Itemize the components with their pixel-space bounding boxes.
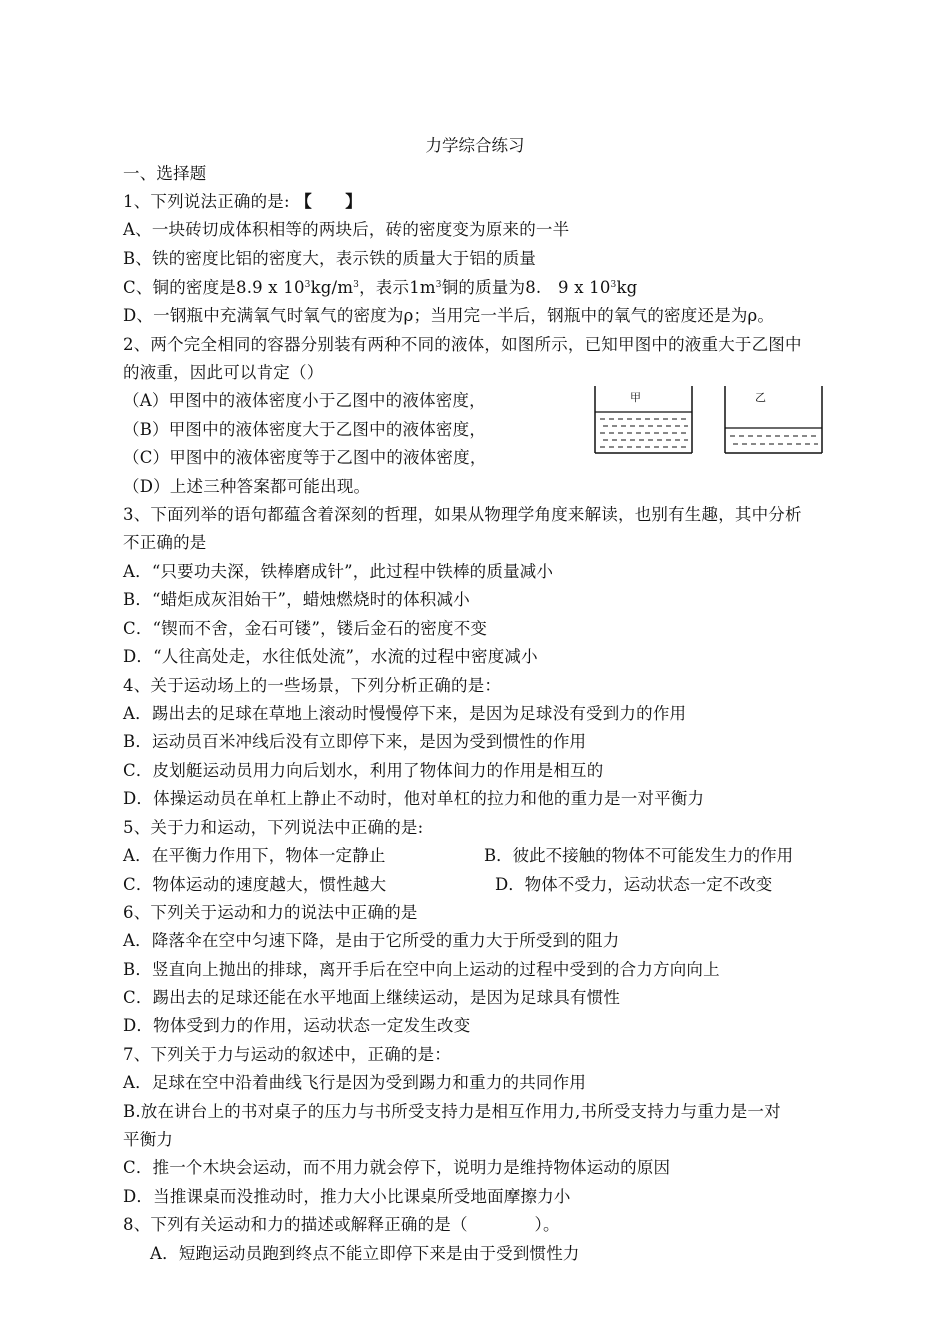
label-jia: 甲 xyxy=(630,391,641,404)
q1-option-b: B、铁的密度比铝的密度大，表示铁的质量大于铝的质量 xyxy=(123,249,537,268)
q1-option-d: D、一钢瓶中充满氧气时氧气的密度为ρ；当用完一半后，钢瓶中的氧气的密度还是为ρ。 xyxy=(123,306,775,325)
q4-option-c: C．皮划艇运动员用力向后划水，利用了物体间力的作用是相互的 xyxy=(123,761,604,780)
q4-option-d: D．体操运动员在单杠上静止不动时，他对单杠的拉力和他的重力是一对平衡力 xyxy=(123,789,705,808)
q4-stem: 4、关于运动场上的一些场景，下列分析正确的是： xyxy=(123,676,502,695)
q7-option-a: A．足球在空中沿着曲线飞行是因为受到踢力和重力的共同作用 xyxy=(123,1073,587,1092)
q4-option-a: A．踢出去的足球在草地上滚动时慢慢停下来，是因为足球没有受到力的作用 xyxy=(123,704,687,723)
section-heading: 一、选择题 xyxy=(123,164,207,183)
q6-stem: 6、下列关于运动和力的说法中正确的是 xyxy=(123,903,418,922)
q2-stem-line1: 2、两个完全相同的容器分别装有两种不同的液体，如图所示，已知甲图中的液重大于乙图中 xyxy=(123,335,802,354)
q5-option-c: C．物体运动的速度越大，惯性越大 xyxy=(123,875,387,894)
q7-stem: 7、下列关于力与运动的叙述中，正确的是： xyxy=(123,1045,451,1064)
q2-option-c: （C）甲图中的液体密度等于乙图中的液体密度， xyxy=(123,448,487,467)
q1-option-a: A、一块砖切成体积相等的两块后，砖的密度变为原来的一半 xyxy=(123,220,570,239)
q2-option-b: （B）甲图中的液体密度大于乙图中的液体密度， xyxy=(123,420,487,439)
q2-option-d: （D）上述三种答案都可能出现。 xyxy=(123,477,371,496)
page-title: 力学综合练习 xyxy=(425,136,525,155)
q7-option-b-line1: B.放在讲台上的书对桌子的压力与书所受支持力是相互作用力,书所受支持力与重力是一对 xyxy=(123,1102,781,1121)
q7-option-b-line2: 平衡力 xyxy=(123,1130,174,1149)
q3-option-d: D．“人往高处走，水往低处流”，水流的过程中密度减小 xyxy=(123,647,538,666)
q3-option-a: A．“只要功夫深，铁棒磨成针”，此过程中铁棒的质量减小 xyxy=(123,562,554,581)
q2-stem-line2: 的液重，因此可以肯定（） xyxy=(123,363,324,382)
q6-option-a: A．降落伞在空中匀速下降，是由于它所受的重力大于所受到的阻力 xyxy=(123,931,620,950)
q5-option-d: D．物体不受力，运动状态一定不改变 xyxy=(495,875,773,894)
q3-stem-line2: 不正确的是 xyxy=(123,533,207,552)
q4-option-b: B．运动员百米冲线后没有立即停下来，是因为受到惯性的作用 xyxy=(123,732,587,751)
q2-option-a: （A）甲图中的液体密度小于乙图中的液体密度， xyxy=(123,391,486,410)
q3-option-c: C．“锲而不舍，金石可镂”，镂后金石的密度不变 xyxy=(123,619,488,638)
q3-stem-line1: 3、下面列举的语句都蕴含着深刻的哲理，如果从物理学角度来解读，也别有生趣，其中分析 xyxy=(123,505,802,524)
q5-stem: 5、关于力和运动，下列说法中正确的是: xyxy=(123,818,424,837)
container-jia xyxy=(595,386,692,453)
container-figure xyxy=(590,383,890,463)
q3-option-b: B．“蜡炬成灰泪始干”，蜡烛燃烧时的体积减小 xyxy=(123,590,470,609)
q1-stem: 1、下列说法正确的是: 【 】 xyxy=(123,192,363,211)
q5-option-b: B．彼此不接触的物体不可能发生力的作用 xyxy=(484,846,794,865)
label-yi: 乙 xyxy=(755,391,766,404)
container-yi xyxy=(725,386,822,453)
q7-option-d: D．当推课桌而没推动时，推力大小比课桌所受地面摩擦力小 xyxy=(123,1187,571,1206)
q8-option-a: A．短跑运动员跑到终点不能立即停下来是由于受到惯性力 xyxy=(150,1244,580,1263)
q1-option-c: C、铜的密度是8.9 x $10^3kg/m^3$，表示$1m^3$铜的质量为8. 9 x $10^3kg$ xyxy=(123,278,638,297)
q6-option-b: B．竖直向上抛出的排球，离开手后在空中向上运动的过程中受到的合力方向向上 xyxy=(123,960,720,979)
q7-option-c: C．推一个木块会运动，而不用力就会停下，说明力是维持物体运动的原因 xyxy=(123,1158,671,1177)
q8-stem: 8、下列有关运动和力的描述或解释正确的是（ ）。 xyxy=(123,1215,560,1234)
answer-bracket: 【 】 xyxy=(295,192,363,211)
q6-option-c: C．踢出去的足球还能在水平地面上继续运动，是因为足球具有惯性 xyxy=(123,988,621,1007)
q5-option-a: A．在平衡力作用下，物体一定静止 xyxy=(123,846,386,865)
q6-option-d: D．物体受到力的作用，运动状态一定发生改变 xyxy=(123,1016,471,1035)
